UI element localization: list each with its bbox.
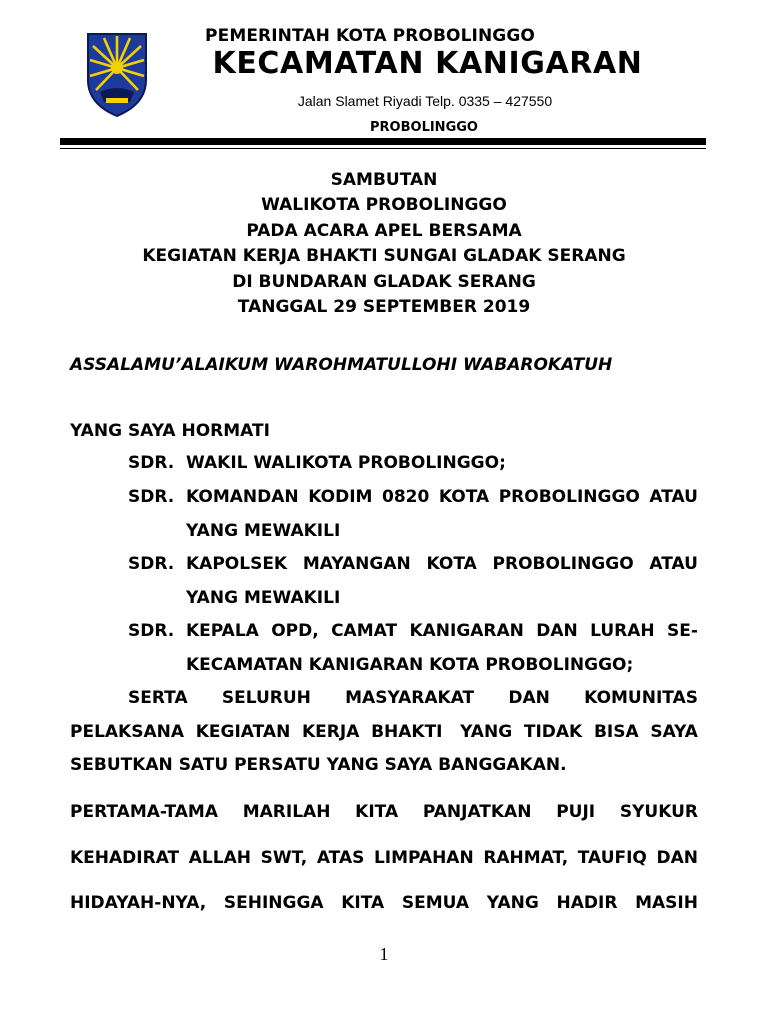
addressee-prefix: SDR. [128, 554, 175, 574]
paragraph-line: PELAKSANA KEGIATAN KERJA BHAKTI YANG TIDAK BISA SAYA [70, 721, 698, 742]
paragraph-line: KEHADIRAT ALLAH SWT, ATAS LIMPAHAN RAHMAT, TAUFIQ DAN [70, 847, 698, 868]
addressee-line-2: YANG MEWAKILI [186, 520, 341, 541]
title-line: KEGIATAN KERJA BHAKTI SUNGAI GLADAK SERANG [142, 246, 626, 267]
office-address: Jalan Slamet Riyadi Telp. 0335 – 427550 [297, 93, 553, 109]
word: KODIM [308, 487, 373, 507]
addressee-item [128, 615, 698, 682]
addressee-prefix: SDR. [128, 453, 175, 473]
word: KANIGARAN [409, 621, 524, 641]
word: KOMANDAN [186, 487, 299, 507]
word: KAPOLSEK [186, 554, 288, 574]
government-name: PEMERINTAH KOTA PROBOLINGGO [205, 26, 535, 46]
respect-heading: YANG SAYA HORMATI [70, 421, 270, 441]
addressee-prefix: SDR. [128, 487, 175, 507]
city-name: PROBOLINGGO [370, 120, 478, 135]
title-line: SAMBUTAN [330, 170, 438, 190]
community-paragraph [70, 682, 698, 783]
addressee-line-2: YANG MEWAKILI [186, 587, 341, 608]
paragraph-line: PERTAMA-TAMA MARILAH KITA PANJATKAN PUJI SYUKUR [70, 802, 698, 822]
word: PROBOLINGGO [492, 554, 634, 574]
speech-title [100, 168, 668, 320]
word: KEPALA [186, 621, 259, 641]
probolinggo-city-emblem-icon [86, 32, 148, 118]
paragraph-line: SEBUTKAN SATU PERSATU YANG SAYA BANGGAKAN. [70, 755, 567, 775]
addressee-line: WAKIL WALIKOTA PROBOLINGGO; [186, 453, 506, 473]
word: 0820 [381, 487, 430, 507]
page-number: 1 [379, 944, 389, 964]
addressee-line-2: KECAMATAN KANIGARAN KOTA PROBOLINGGO; [186, 654, 634, 675]
district-name: KECAMATAN KANIGARAN [212, 46, 643, 81]
title-line: TANGGAL 29 SEPTEMBER 2019 [237, 297, 531, 318]
word: DAN [536, 621, 578, 641]
word: ATAU [649, 487, 698, 507]
addressee-item [128, 481, 698, 548]
word: PROBOLINGGO [498, 487, 640, 507]
addressee-line [186, 548, 698, 582]
title-line: DI BUNDARAN GLADAK SERANG [232, 271, 536, 292]
word: CAMAT [331, 621, 398, 641]
word: LURAH [590, 621, 655, 641]
paragraph-line: SERTA SELURUH MASYARAKAT DAN KOMUNITAS [128, 688, 698, 708]
word: OPD, [271, 621, 319, 641]
opening-paragraph [70, 790, 698, 927]
addressee-line [186, 481, 698, 515]
word: KOTA [438, 487, 490, 507]
paragraph-line: HIDAYAH-NYA, SEHINGGA KITA SEMUA YANG HADIR MASIH [70, 893, 698, 913]
word: SE- [667, 621, 698, 641]
addressee-item [128, 447, 698, 481]
word: MAYANGAN [302, 554, 411, 574]
addressee-prefix: SDR. [128, 621, 175, 641]
addressee-line [186, 615, 698, 649]
word: ATAU [649, 554, 698, 574]
letterhead-divider [60, 138, 706, 145]
title-line: PADA ACARA APEL BERSAMA [246, 220, 522, 241]
letterhead-divider-thin [60, 148, 706, 149]
word: KOTA [426, 554, 477, 574]
addressee-item [128, 548, 698, 615]
greeting: ASSALAMU’ALAIKUM WAROHMATULLOHI WABAROKATUH [70, 355, 613, 375]
title-line: WALIKOTA PROBOLINGGO [261, 195, 507, 216]
